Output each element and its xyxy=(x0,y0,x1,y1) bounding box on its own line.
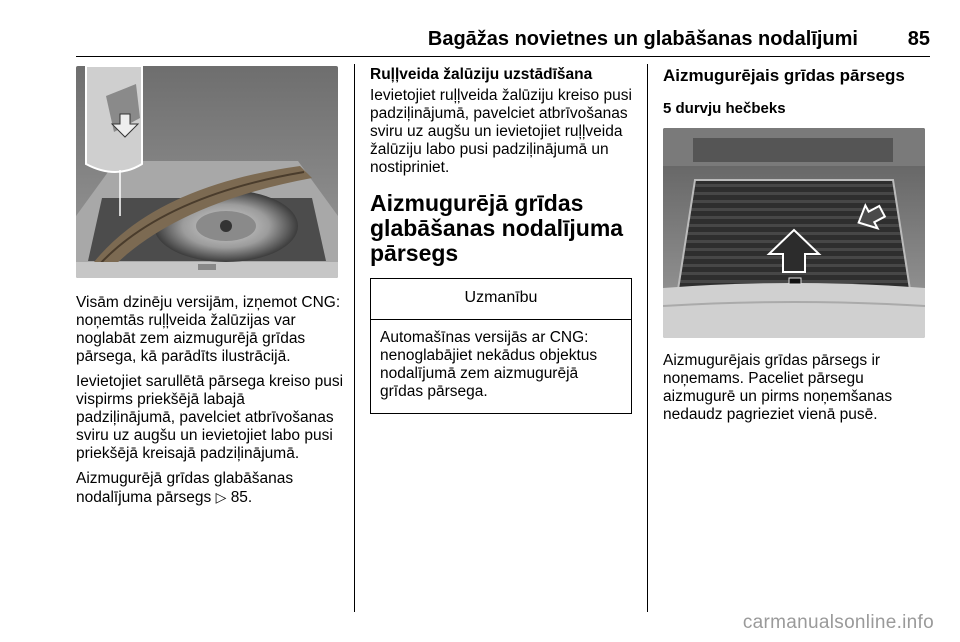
warning-box xyxy=(370,278,632,414)
right-column-body xyxy=(663,352,930,431)
reference-page: 85. xyxy=(230,489,253,506)
reference-text: Aizmugurējā grīdas glabāšanas nodalījuma pārsegs xyxy=(76,470,294,506)
page-title: Bagāžas novietnes un glabāšanas nodalījumi xyxy=(427,28,858,50)
paragraph: Visām dzinēju versijām, izņemot CNG: noņemtās ruļļveida žalūzijas var noglabāt zem aizmugurējā grīdas pārsega, kā parādīts ilustrācijā. xyxy=(76,294,341,365)
middle-column xyxy=(370,66,632,414)
section-heading: Aizmugurējais grīdas pārsegs xyxy=(663,66,905,85)
subheading-roller-blind-install: Ruļļveida žalūziju uzstādīšana xyxy=(370,66,593,83)
subheading-hatchback: 5 durvju hečbeks xyxy=(663,100,786,117)
triangle-arrow-icon: ▷ xyxy=(215,489,227,505)
paragraph: Ievietojiet ruļļveida žalūziju kreiso pusi padziļinājumā, pavelciet atbrīvošanas sviru uz augšu un ievietojiet ruļļveida žalūziju labo pusi padziļinājumā un nostipriniet. xyxy=(370,87,632,176)
watermark: carmanualsonline.info xyxy=(742,612,934,633)
warning-title: Uzmanību xyxy=(371,279,631,320)
header-divider xyxy=(76,56,930,57)
rear-floor-cover-illustration xyxy=(663,128,925,338)
paragraph: Ievietojiet sarullētā pārsega kreiso pusi vispirms priekšējā labajā padziļinājumā, pavelciet atbrīvošanas sviru uz augšu un ievietojiet labo pusi priekšējā kreisajā padziļinājumā. xyxy=(76,373,344,462)
left-column xyxy=(76,294,346,514)
cross-reference[interactable] xyxy=(76,470,346,507)
warning-body: Automašīnas versijās ar CNG: nenoglabājiet nekādus objektus nodalījumā zem aizmugurējā grīdas pārsega. xyxy=(380,329,598,400)
column-divider-left xyxy=(354,64,355,612)
right-column xyxy=(663,66,930,118)
page-number: 85 xyxy=(907,28,930,50)
section-heading: Aizmugurējā grīdas glabāšanas nodalījuma pārsegs xyxy=(370,190,624,266)
trunk-spare-wheel-illustration xyxy=(76,66,338,278)
column-divider-right xyxy=(647,64,648,612)
paragraph: Aizmugurējais grīdas pārsegs ir noņemams. Paceliet pārsegu aizmugurē un pirms noņemšanas nedaudz pagrieziet vienā pusē. xyxy=(663,352,893,423)
